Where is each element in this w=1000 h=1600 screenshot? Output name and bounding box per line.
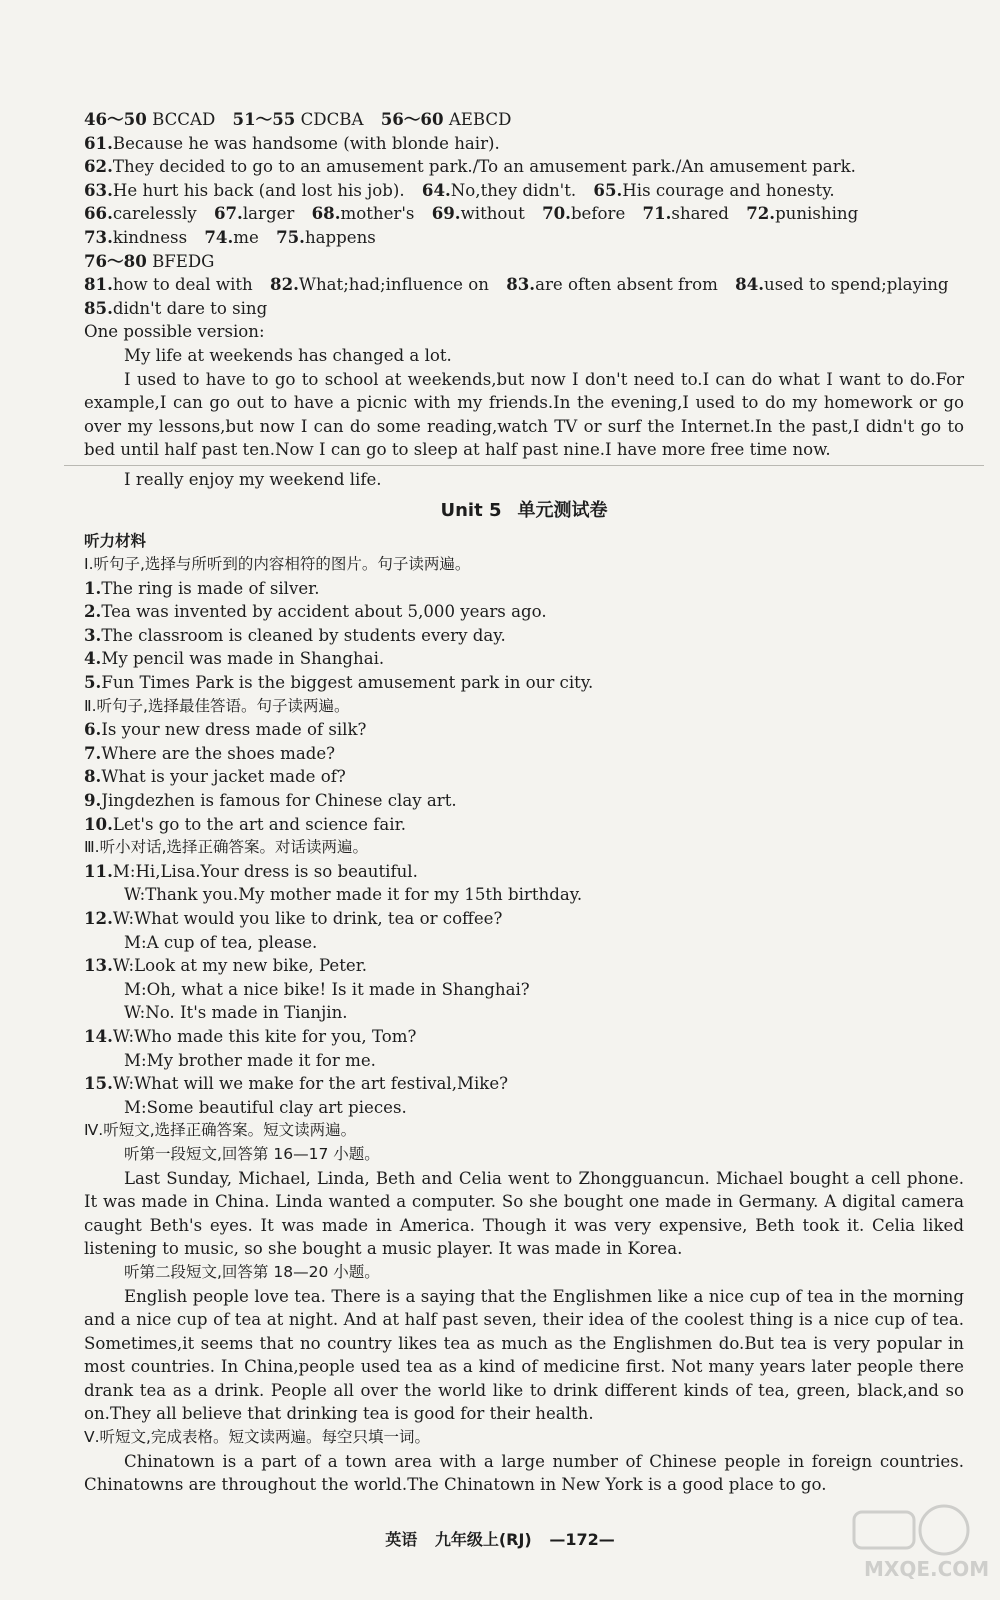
question-number: 74. (204, 226, 234, 247)
answer-85 (84, 297, 964, 321)
dialogue-line (84, 1025, 964, 1049)
item-text: The ring is made of silver. (101, 578, 320, 598)
question-number: 67. (213, 203, 243, 224)
item-text: Is your new dress made of silk? (101, 720, 367, 740)
list-item (84, 624, 964, 648)
watermark-text: MXQE.COM (864, 1557, 990, 1581)
answer-text: kindness (112, 227, 188, 247)
unit-title (84, 496, 964, 526)
essay-paragraph: My life at weekends has changed a lot. (124, 345, 452, 365)
dialogue-text: M:Hi,Lisa.Your dress is so beautiful. (112, 861, 418, 881)
passage-heading: 听第一段短文,回答第 16—17 小题。 (124, 1144, 380, 1163)
answer-text: Because he was handsome (with blonde hair). (112, 133, 500, 153)
answer-line-81-84 (84, 273, 964, 297)
footer-grade: 九年级上(RJ) (434, 1530, 532, 1549)
answer-text: before (570, 204, 626, 224)
answer-text: No,they didn't. (450, 180, 577, 200)
answer-line-73-75 (84, 226, 964, 250)
item-number: 10. (84, 813, 113, 834)
section-divider (64, 465, 984, 466)
question-number: 63. (84, 179, 113, 200)
question-number: 61. (84, 132, 113, 153)
answer-text: me (233, 227, 259, 247)
answer-62 (84, 155, 964, 179)
item-text: The classroom is cleaned by students every day. (101, 625, 506, 645)
question-number: 65. (593, 179, 623, 200)
answer-range-value: AEBCD (448, 110, 512, 129)
question-number: 69. (431, 203, 461, 224)
list-item (84, 718, 964, 742)
item-number: 13. (84, 955, 113, 976)
dialogue-line: W:Thank you.My mother made it for my 15th birthday. (124, 885, 583, 905)
question-number: 66. (84, 203, 113, 224)
answer-text: What;had;influence on (298, 275, 489, 295)
question-number: 85. (84, 297, 113, 318)
dialogue-line (84, 907, 964, 931)
item-number: 4. (84, 648, 102, 669)
watermark-logo (754, 1502, 990, 1582)
page-number: —172— (549, 1530, 615, 1549)
dialogue-line (84, 860, 964, 884)
item-number: 6. (84, 719, 102, 740)
question-number: 82. (270, 274, 299, 295)
dialogue-line: M:My brother made it for me. (124, 1050, 376, 1070)
list-item (84, 765, 964, 789)
answer-text: larger (242, 204, 295, 224)
section-heading: Ⅲ.听小对话,选择正确答案。对话读两遍。 (84, 838, 369, 857)
answer-text: used to spend;playing (764, 275, 949, 295)
version-label: One possible version: (84, 322, 265, 342)
section-heading: Ⅳ.听短文,选择正确答案。短文读两遍。 (84, 1121, 357, 1140)
answer-text: without (460, 204, 525, 224)
dialogue-text: W:What would you like to drink, tea or coffee? (112, 909, 503, 928)
essay-paragraph: I really enjoy my weekend life. (124, 469, 382, 489)
item-number: 2. (84, 601, 102, 622)
question-number: 70. (542, 203, 571, 224)
dialogue-line: M:Oh, what a nice bike! Is it made in Shanghai? (124, 979, 530, 999)
answer-text: punishing (775, 204, 859, 224)
essay-paragraph: I used to have to go to school at weekends,but now I don't need to.I can do what I want to do.For example,I can go out to have a picnic with my friends.In the evening,I used to do my homework or go over my lessons,but now I can do some reading,watch TV or surf the Internet.In the past,I didn't go to bed until half past ten.Now I can go to sleep at half past nine.I have more free time now. (84, 369, 964, 460)
answer-text: happens (304, 227, 376, 247)
dialogue-line: W:No. It's made in Tianjin. (124, 1003, 348, 1023)
dialogue-line: M:A cup of tea, please. (124, 932, 318, 952)
unit-test-label: 单元测试卷 (517, 499, 608, 521)
answer-text: He hurt his back (and lost his job). (112, 180, 405, 200)
dialogue-line: M:Some beautiful clay art pieces. (124, 1097, 407, 1117)
question-number: 72. (746, 203, 776, 224)
answer-text: mother's (340, 204, 415, 224)
list-item (84, 577, 964, 601)
list-item (84, 789, 964, 813)
question-number: 75. (276, 226, 305, 247)
answer-line-76-80 (84, 250, 964, 274)
answer-text: They decided to go to an amusement park./To an amusement park./An amusement park. (112, 157, 856, 177)
item-text: Let's go to the art and science fair. (112, 814, 406, 834)
question-number: 68. (311, 203, 341, 224)
question-number: 84. (735, 274, 765, 295)
answer-range-value: CDCBA (300, 110, 364, 129)
item-number: 8. (84, 766, 102, 787)
passage-text: English people love tea. There is a saying that the Englishmen like a nice cup of tea in the morning and a nice cup of tea at night. And at half past seven, their idea of the coolest thing is a nice cup of tea. Sometimes,it seems that no country likes tea as much as the Englishmen do.But tea is very popular in most countries. In China,people used tea as a kind of medicine first. Not many years later people there drank tea as a drink. People all over the world like to drink different kinds of tea, green, black,and so on.They all believe that drinking tea is good for their health. (84, 1286, 964, 1424)
answer-text: are often absent from (535, 275, 718, 295)
watermark-icon (754, 1502, 990, 1582)
item-number: 7. (84, 742, 102, 763)
dialogue-text: W:Who made this kite for you, Tom? (112, 1026, 417, 1046)
footer-subject: 英语 (385, 1530, 418, 1549)
answer-range-value: BFEDG (152, 251, 215, 271)
list-item (84, 742, 964, 766)
item-number: 12. (84, 908, 113, 928)
question-number: 81. (84, 274, 113, 295)
section-heading: Ⅱ.听句子,选择最佳答语。句子读两遍。 (84, 696, 350, 715)
answer-range-label: 76～80 (84, 250, 147, 271)
section-heading: Ⅴ.听短文,完成表格。短文读两遍。每空只填一词。 (84, 1428, 430, 1447)
answer-range-value: BCCAD (152, 110, 216, 129)
passage-heading: 听第二段短文,回答第 18—20 小题。 (124, 1262, 380, 1281)
list-item (84, 600, 964, 624)
dialogue-text: W:Look at my new bike, Peter. (112, 956, 368, 976)
item-text: What is your jacket made of? (101, 767, 346, 787)
dialogue-text: W:What will we make for the art festival,Mike? (112, 1074, 509, 1094)
dialogue-line (84, 1072, 964, 1096)
question-number: 71. (642, 203, 672, 224)
list-item (84, 813, 964, 837)
answer-61 (84, 132, 964, 156)
answer-text: didn't dare to sing (112, 298, 268, 318)
answer-text: how to deal with (112, 275, 253, 295)
item-text: Fun Times Park is the biggest amusement park in our city. (101, 673, 594, 693)
page-content (84, 108, 964, 1497)
item-text: Jingdezhen is famous for Chinese clay art. (101, 791, 457, 811)
question-number: 64. (421, 179, 451, 200)
item-text: Where are the shoes made? (101, 743, 336, 763)
answer-range-label: 46～50 (84, 109, 147, 129)
item-number: 11. (84, 860, 113, 881)
item-number: 3. (84, 624, 102, 645)
answer-line-63-65 (84, 179, 964, 203)
section-2-items (84, 718, 964, 836)
passage-text: Chinatown is a part of a town area with a large number of Chinese people in foreign countries. Chinatowns are throughout the world.The Chinatown in New York is a good place to go. (84, 1451, 964, 1495)
question-number: 62. (84, 156, 113, 177)
question-number: 83. (506, 274, 536, 295)
item-number: 5. (84, 672, 102, 693)
dialogue-line (84, 954, 964, 978)
section-heading: Ⅰ.听句子,选择与所听到的内容相符的图片。句子读两遍。 (84, 555, 471, 574)
answer-text: His courage and honesty. (622, 180, 835, 200)
section-1-items (84, 577, 964, 695)
item-number: 15. (84, 1073, 113, 1094)
answer-line-66-72 (84, 202, 964, 226)
list-item (84, 671, 964, 695)
answer-line-46-60 (84, 108, 964, 132)
answer-text: carelessly (112, 204, 197, 224)
answer-text: shared (671, 204, 729, 224)
answer-range-label: 56～60 (380, 109, 444, 129)
answer-range-label: 51～55 (232, 109, 296, 129)
item-text: My pencil was made in Shanghai. (101, 649, 385, 669)
listening-label: 听力材料 (84, 531, 147, 550)
item-number: 1. (84, 577, 102, 598)
list-item (84, 647, 964, 671)
item-number: 14. (84, 1025, 113, 1046)
question-number: 73. (84, 226, 113, 247)
item-text: Tea was invented by accident about 5,000 years ago. (101, 602, 547, 622)
item-number: 9. (84, 790, 102, 811)
passage-text: Last Sunday, Michael, Linda, Beth and Celia went to Zhongguancun. Michael bought a cell phone. It was made in China. Linda wanted a computer. So she bought one made in Germany. A digital camera caught Beth's eyes. It was made in America. Though it was very expensive, Beth took it. Celia liked listening to music, so she bought a music player. It was made in Korea. (84, 1168, 964, 1259)
unit-number: Unit 5 (440, 499, 502, 521)
